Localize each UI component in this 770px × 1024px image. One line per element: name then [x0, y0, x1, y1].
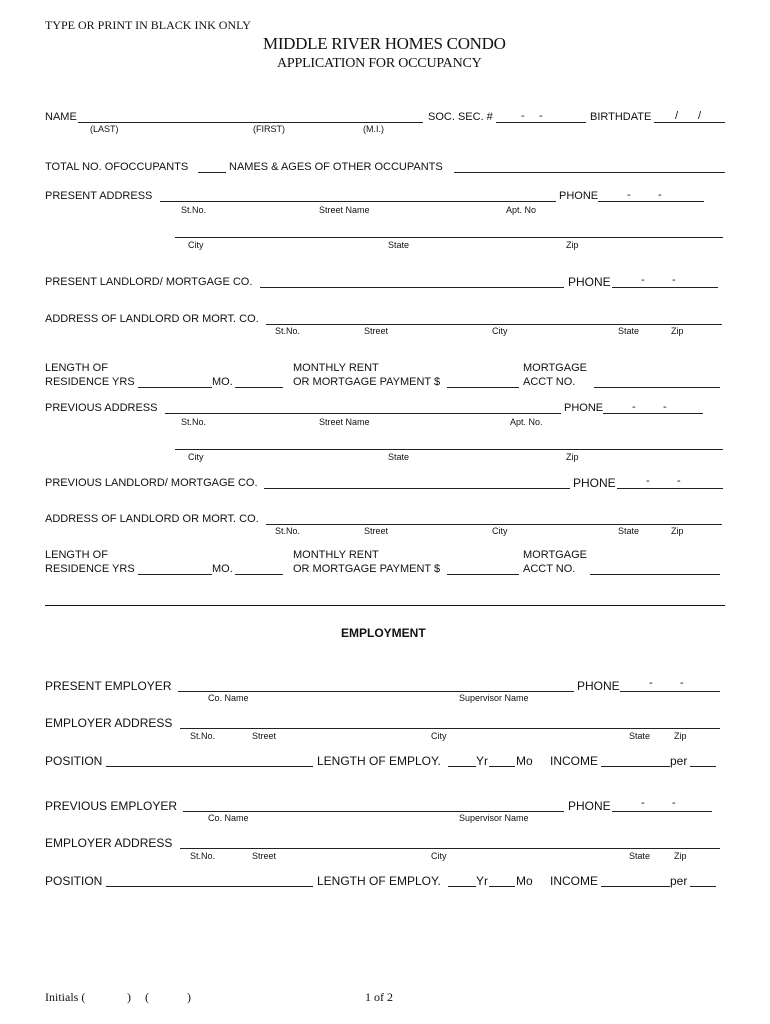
prev-landlord-phone-dash-2: -	[677, 475, 681, 487]
initials-paren-close-2: )	[187, 990, 191, 1004]
previous-income-label: INCOME	[550, 874, 598, 888]
present-supervisor-caption: Supervisor Name	[459, 693, 529, 703]
present-phone-field[interactable]	[598, 201, 704, 202]
acct-no-label: ACCT NO.	[523, 376, 576, 388]
other-occupants-field[interactable]	[454, 172, 725, 173]
prev-landlord-phone-dash-1: -	[646, 475, 650, 487]
mortgage-label: MORTGAGE	[523, 362, 587, 374]
present-position-label: POSITION	[45, 754, 103, 768]
previous-emp-street-caption: Street	[252, 851, 277, 861]
residence-mo-label: MO.	[212, 376, 233, 388]
previous-length-of-employ-label: LENGTH OF EMPLOY.	[317, 874, 441, 888]
present-emp-city-caption: City	[431, 731, 447, 741]
landlord-address-label: ADDRESS OF LANDLORD OR MORT. CO.	[45, 313, 259, 325]
initials-paren-open-2: (	[145, 990, 149, 1004]
present-employer-phone-dash-1: -	[649, 677, 653, 689]
previous-position-label: POSITION	[45, 874, 103, 888]
prev-acct-no-field[interactable]	[590, 574, 720, 575]
previous-income-field[interactable]	[601, 886, 670, 887]
other-occupants-label: NAMES & AGES OF OTHER OCCUPANTS	[229, 161, 443, 173]
present-emp-zip-caption: Zip	[674, 731, 687, 741]
previous-address-field[interactable]	[165, 413, 561, 414]
prev-mortgage-label: MORTGAGE	[523, 549, 587, 561]
prev-landlord-street-caption: Street	[364, 526, 389, 536]
prev-residence-yrs-label: RESIDENCE YRS	[45, 563, 135, 575]
previous-apt-caption: Apt. No.	[510, 417, 543, 427]
form-title: MIDDLE RIVER HOMES CONDO	[263, 34, 506, 53]
mortgage-payment-label: OR MORTGAGE PAYMENT $	[293, 376, 441, 388]
present-phone-dash-1: -	[627, 189, 631, 201]
ssn-dash-2: -	[539, 110, 543, 122]
first-name-caption: (FIRST)	[253, 124, 285, 134]
present-employer-phone-field[interactable]	[620, 691, 720, 692]
present-emp-stno-caption: St.No.	[190, 731, 216, 741]
prev-landlord-address-label: ADDRESS OF LANDLORD OR MORT. CO.	[45, 513, 259, 525]
previous-employer-field[interactable]	[183, 811, 564, 812]
previous-supervisor-caption: Supervisor Name	[459, 813, 529, 823]
length-of-label: LENGTH OF	[45, 362, 108, 374]
previous-city-caption: City	[188, 452, 204, 462]
previous-landlord-label: PREVIOUS LANDLORD/ MORTGAGE CO.	[45, 477, 258, 489]
previous-zip-caption: Zip	[566, 452, 579, 462]
landlord-phone-label: PHONE	[568, 275, 611, 289]
present-phone-dash-2: -	[658, 189, 662, 201]
previous-landlord-field[interactable]	[264, 488, 570, 489]
birthdate-label: BIRTHDATE	[590, 111, 652, 123]
present-emp-street-caption: Street	[252, 731, 277, 741]
section-divider	[45, 605, 725, 606]
previous-address-label: PREVIOUS ADDRESS	[45, 402, 158, 414]
landlord-street-caption: Street	[364, 326, 389, 336]
present-emp-state-caption: State	[629, 731, 651, 741]
present-employ-mo-label: Mo	[516, 754, 533, 768]
total-occupants-label: TOTAL NO. OFOCCUPANTS	[45, 161, 189, 173]
landlord-city-caption: City	[492, 326, 508, 336]
employment-heading: EMPLOYMENT	[341, 626, 426, 640]
birthdate-sep-1: /	[675, 110, 679, 122]
present-address-label: PRESENT ADDRESS	[45, 190, 153, 202]
present-city-caption: City	[188, 240, 204, 250]
prev-landlord-phone-field[interactable]	[617, 488, 723, 489]
previous-position-field[interactable]	[106, 886, 313, 887]
present-address-field[interactable]	[160, 201, 556, 202]
prev-landlord-state-caption: State	[618, 526, 640, 536]
present-stno-caption: St.No.	[181, 205, 207, 215]
present-income-label: INCOME	[550, 754, 598, 768]
present-employer-address-label: EMPLOYER ADDRESS	[45, 716, 173, 730]
landlord-phone-dash-2: -	[672, 274, 676, 286]
previous-employ-mo-field[interactable]	[489, 886, 515, 887]
present-landlord-field[interactable]	[260, 287, 564, 288]
mortgage-payment-field[interactable]	[447, 387, 519, 388]
birthdate-field[interactable]	[654, 122, 725, 123]
prev-landlord-phone-label: PHONE	[573, 476, 616, 490]
landlord-phone-field[interactable]	[612, 287, 718, 288]
landlord-phone-dash-1: -	[641, 274, 645, 286]
present-employer-address-field[interactable]	[180, 728, 720, 729]
previous-emp-city-caption: City	[431, 851, 447, 861]
birthdate-sep-2: /	[698, 110, 702, 122]
total-occupants-field[interactable]	[198, 172, 226, 173]
landlord-state-caption: State	[618, 326, 640, 336]
prev-residence-mo-field[interactable]	[235, 574, 283, 575]
prev-mortgage-payment-field[interactable]	[447, 574, 519, 575]
prev-length-of-label: LENGTH OF	[45, 549, 108, 561]
residence-yrs-field[interactable]	[138, 387, 212, 388]
ssn-field[interactable]	[496, 122, 586, 123]
previous-emp-zip-caption: Zip	[674, 851, 687, 861]
prev-monthly-rent-label: MONTHLY RENT	[293, 549, 379, 561]
present-income-per-field[interactable]	[690, 766, 716, 767]
previous-employer-address-label: EMPLOYER ADDRESS	[45, 836, 173, 850]
prev-landlord-address-field[interactable]	[266, 524, 722, 525]
ssn-dash-1: -	[521, 110, 525, 122]
previous-phone-dash-2: -	[663, 401, 667, 413]
prev-residence-mo-label: MO.	[212, 563, 233, 575]
acct-no-field[interactable]	[594, 387, 720, 388]
previous-emp-stno-caption: St.No.	[190, 851, 216, 861]
prev-residence-yrs-field[interactable]	[138, 574, 212, 575]
previous-employer-phone-dash-2: -	[672, 797, 676, 809]
landlord-zip-caption: Zip	[671, 326, 684, 336]
ssn-label: SOC. SEC. #	[428, 111, 493, 123]
present-employ-yr-label: Yr	[476, 754, 488, 768]
present-employer-field[interactable]	[178, 691, 574, 692]
previous-employ-yr-label: Yr	[476, 874, 488, 888]
middle-initial-caption: (M.I.)	[363, 124, 384, 134]
page-number: 1 of 2	[365, 990, 393, 1004]
form-subtitle: APPLICATION FOR OCCUPANCY	[277, 56, 482, 71]
present-length-of-employ-label: LENGTH OF EMPLOY.	[317, 754, 441, 768]
present-income-per-label: per	[670, 754, 688, 768]
present-state-caption: State	[388, 240, 410, 250]
name-label: NAME	[45, 111, 77, 123]
previous-phone-label: PHONE	[564, 402, 604, 414]
last-name-caption: (LAST)	[90, 124, 119, 134]
residence-mo-field[interactable]	[235, 387, 283, 388]
present-employ-yr-field[interactable]	[448, 766, 476, 767]
present-employer-phone-label: PHONE	[577, 679, 620, 693]
landlord-stno-caption: St.No.	[275, 326, 301, 336]
prev-mortgage-payment-label: OR MORTGAGE PAYMENT $	[293, 563, 441, 575]
present-co-name-caption: Co. Name	[208, 693, 249, 703]
previous-phone-field[interactable]	[603, 413, 703, 414]
previous-employer-phone-label: PHONE	[568, 799, 611, 813]
present-income-field[interactable]	[601, 766, 670, 767]
previous-income-per-field[interactable]	[690, 886, 716, 887]
previous-employer-address-field[interactable]	[180, 848, 720, 849]
previous-employ-mo-label: Mo	[516, 874, 533, 888]
previous-employer-phone-field[interactable]	[612, 811, 712, 812]
initials-paren-close-1: )	[127, 990, 131, 1004]
prev-acct-no-label: ACCT NO.	[523, 563, 576, 575]
initials-label: Initials (	[45, 990, 86, 1004]
residence-yrs-label: RESIDENCE YRS	[45, 376, 135, 388]
present-employer-label: PRESENT EMPLOYER	[45, 679, 172, 693]
present-landlord-label: PRESENT LANDLORD/ MORTGAGE CO.	[45, 276, 253, 288]
previous-city-field[interactable]	[175, 449, 723, 450]
present-zip-caption: Zip	[566, 240, 579, 250]
previous-stno-caption: St.No.	[181, 417, 207, 427]
present-apt-caption: Apt. No	[506, 205, 537, 215]
prev-landlord-stno-caption: St.No.	[275, 526, 301, 536]
present-city-field[interactable]	[175, 237, 723, 238]
previous-emp-state-caption: State	[629, 851, 651, 861]
prev-landlord-zip-caption: Zip	[671, 526, 684, 536]
previous-income-per-label: per	[670, 874, 688, 888]
present-street-caption: Street Name	[319, 205, 370, 215]
present-phone-label: PHONE	[559, 190, 599, 202]
previous-co-name-caption: Co. Name	[208, 813, 249, 823]
present-employ-mo-field[interactable]	[489, 766, 515, 767]
present-position-field[interactable]	[106, 766, 313, 767]
present-employer-phone-dash-2: -	[680, 677, 684, 689]
monthly-rent-label: MONTHLY RENT	[293, 362, 379, 374]
previous-phone-dash-1: -	[632, 401, 636, 413]
landlord-address-field[interactable]	[266, 324, 722, 325]
ink-instruction: TYPE OR PRINT IN BLACK INK ONLY	[45, 18, 251, 32]
previous-employ-yr-field[interactable]	[448, 886, 476, 887]
previous-employer-label: PREVIOUS EMPLOYER	[45, 799, 178, 813]
name-field[interactable]	[78, 122, 423, 123]
previous-state-caption: State	[388, 452, 410, 462]
previous-employer-phone-dash-1: -	[641, 797, 645, 809]
previous-street-caption: Street Name	[319, 417, 370, 427]
prev-landlord-city-caption: City	[492, 526, 508, 536]
